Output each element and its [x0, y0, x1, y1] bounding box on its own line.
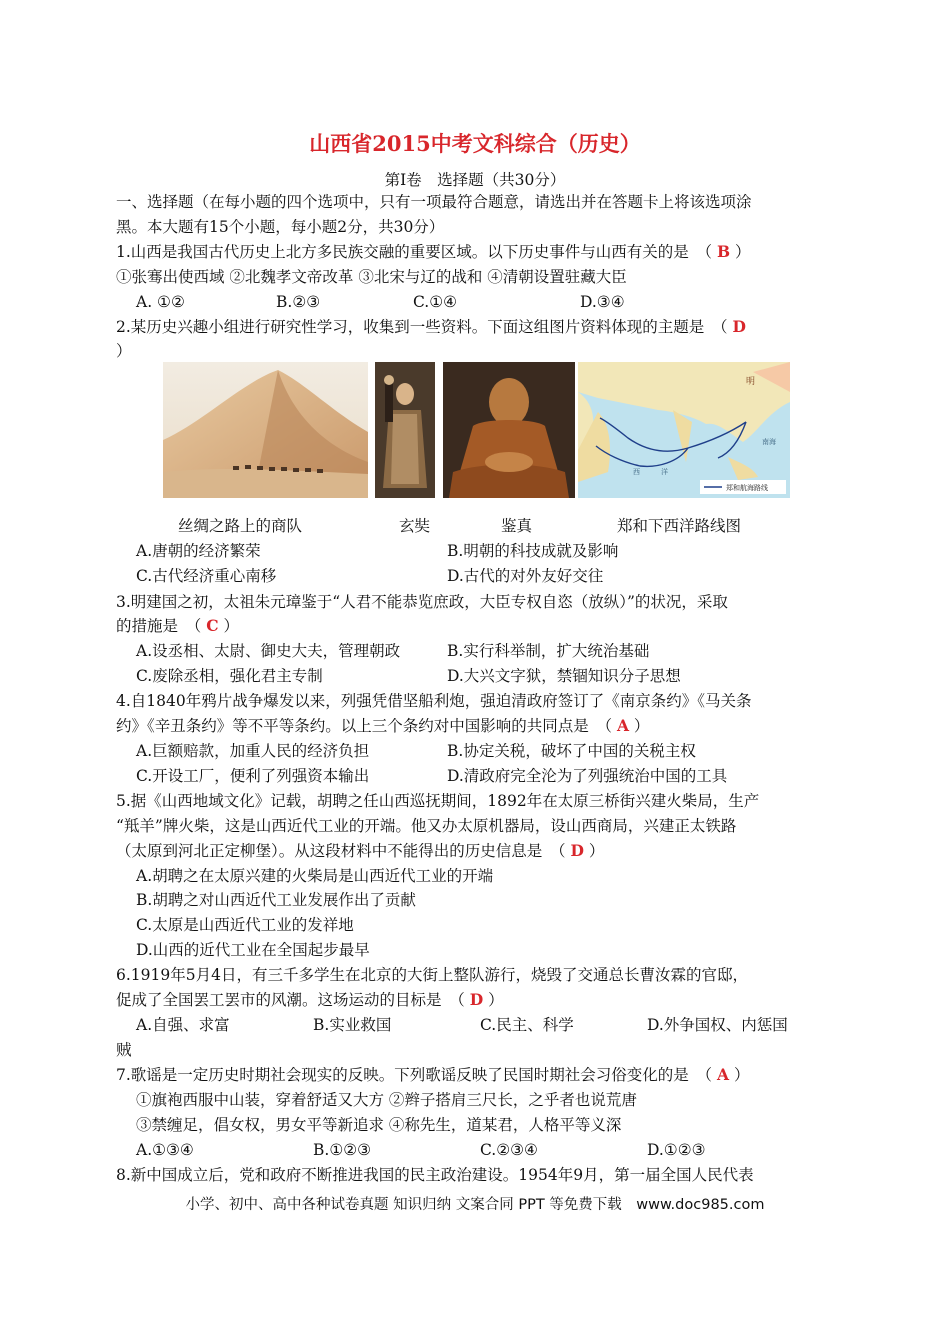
map-legend-label: 郑和航海路线	[726, 484, 768, 492]
question-8-line1: 8.新中国成立后，党和政府不断推进我国的民主政治建设。1954年9月，第一届全国人民代表	[116, 1166, 754, 1184]
question-7-text: 7.歌谣是一定历史时期社会现实的反映。下列歌谣反映了民国时期社会习俗变化的是 （	[116, 1066, 713, 1084]
question-2-option-d: D.古代的对外友好交往	[447, 567, 604, 585]
question-1-close: ）	[735, 243, 751, 261]
question-3-option-c: C.废除丞相，强化君主专制	[136, 667, 323, 685]
question-3-line1: 3.明建国之初，太祖朱元璋鉴于“人君不能恭览庶政，大臣专权自恣（放纵）”的状况，采取	[116, 593, 728, 611]
question-1-items: ①张骞出使西域 ②北魏孝文帝改革 ③北宋与辽的战和 ④清朝设置驻藏大臣	[116, 268, 627, 286]
question-5-line1: 5.据《山西地域文化》记载，胡聘之任山西巡抚期间，1892年在太原三桥街兴建火柴局，生产	[116, 792, 760, 810]
section-subtitle: 第Ⅰ卷 选择题（共30分）	[384, 171, 566, 189]
question-6-line1: 6.1919年5月4日，有三千多学生在北京的大街上整队游行，烧毁了交通总长曹汝霖的官邸，	[116, 966, 748, 984]
question-4-line2	[116, 716, 649, 736]
question-5-line3	[116, 841, 604, 861]
question-1-option-d: D.③④	[580, 293, 625, 311]
caption-jianzhen: 鉴真	[501, 517, 533, 535]
question-5-answer: D	[570, 841, 584, 860]
question-4-answer: A	[616, 716, 629, 735]
question-7-close: ）	[733, 1066, 750, 1084]
question-6-option-b: B.实业救国	[313, 1016, 392, 1034]
question-3-option-b: B.实行科举制，扩大统治基础	[447, 642, 650, 660]
section-instructions-line1: 一、选择题（在每小题的四个选项中，只有一项最符合题意，请选出并在答题卡上将该选项涂	[116, 193, 752, 211]
question-3-option-a: A.设丞相、太尉、御史大夫，管理朝政	[136, 642, 401, 660]
question-4-option-a: A.巨额赔款，加重人民的经济负担	[136, 742, 370, 760]
question-7-option-d: D.①②③	[647, 1141, 706, 1159]
question-2-option-c: C.古代经济重心南移	[136, 567, 277, 585]
question-2-text: 2.某历史兴趣小组进行研究性学习，收集到一些资料。下面这组图片资料体现的主题是 （	[116, 318, 728, 336]
question-7-option-c: C.②③④	[480, 1141, 538, 1159]
question-1-option-a: A. ①②	[136, 293, 185, 311]
question-3-close: ）	[223, 617, 239, 635]
question-2-stem	[116, 317, 746, 337]
question-1-option-b: B.②③	[276, 293, 321, 311]
question-2-option-a: A.唐朝的经济繁荣	[136, 542, 261, 560]
question-7-items-2: ③禁缠足，倡女权，男女平等新追求 ④称先生，道某君，人格平等义深	[136, 1116, 622, 1134]
question-5-option-c: C.太原是山西近代工业的发祥地	[136, 916, 354, 934]
question-2-option-b: B.明朝的科技成就及影响	[447, 542, 619, 560]
question-5-close: ）	[588, 842, 605, 860]
question-6-option-d-wrap: 贼	[116, 1041, 132, 1059]
question-6-option-a: A.自强、求富	[136, 1016, 230, 1034]
question-5-option-d: D.山西的近代工业在全国起步最早	[136, 941, 370, 959]
page-title: 山西省2015中考文科综合（历史）	[309, 131, 641, 156]
question-4-text: 约》《辛丑条约》等不平等条约。以上三个条约对中国影响的共同点是 （	[116, 717, 613, 735]
question-5-option-b: B.胡聘之对山西近代工业发展作出了贡献	[136, 891, 416, 909]
question-5-option-a: A.胡聘之在太原兴建的火柴局是山西近代工业的开端	[136, 867, 494, 885]
question-4-option-c: C.开设工厂，便利了列强资本输出	[136, 767, 370, 785]
question-2-close: ）	[116, 342, 132, 360]
page-footer: 小学、初中、高中各种试卷真题 知识归纳 文案合同 PPT 等免费下载 www.doc985.com	[185, 1197, 765, 1213]
question-6-close: ）	[488, 991, 504, 1009]
question-4-option-b: B.协定关税，破坏了中国的关税主权	[447, 742, 696, 760]
map-label-south-sea: 南海	[762, 438, 776, 446]
question-5-text: （太原到河北正定柳堡）。从这段材料中不能得出的历史信息是 （	[116, 842, 566, 860]
question-3-text: 的措施是 （	[116, 617, 202, 635]
caption-xuanzang: 玄奘	[399, 517, 431, 535]
xuanzang-image	[375, 362, 435, 498]
question-3-line2	[116, 616, 239, 636]
question-4-option-d: D.清政府完全沦为了列强统治中国的工具	[447, 767, 728, 785]
question-6-text: 促成了全国罢工罢市的风潮。这场运动的目标是 （	[116, 991, 465, 1009]
section-instructions-line2: 黑。本大题有15个小题，每小题2分，共30分）	[116, 218, 445, 236]
question-2-answer: D	[732, 317, 746, 336]
zheng-he-voyage-map	[578, 362, 790, 498]
caption-zheng-he-map: 郑和下西洋路线图	[617, 517, 742, 535]
question-1-stem	[116, 242, 751, 262]
question-7-items-1: ①旗袍西服中山装，穿着舒适又大方 ②辫子搭肩三尺长，之乎者也说荒唐	[136, 1091, 637, 1109]
question-7-stem	[116, 1065, 749, 1085]
question-1-text: 1.山西是我国古代历史上北方多民族交融的重要区域。以下历史事件与山西有关的是 （	[116, 243, 713, 261]
caption-silk-road: 丝绸之路上的商队	[178, 517, 303, 535]
silk-road-caravan-image	[163, 362, 368, 498]
question-6-option-d: D.外争国权、内惩国	[647, 1016, 788, 1034]
question-4-close: ）	[633, 717, 650, 735]
question-7-option-b: B.①②③	[313, 1141, 372, 1159]
question-7-option-a: A.①③④	[136, 1141, 194, 1159]
question-5-line2: “羝羊”牌火柴，这是山西近代工业的开端。他又办太原机器局，设山西商局，兴建正太铁路	[116, 817, 737, 835]
question-1-answer: B	[716, 242, 731, 261]
jianzhen-statue-image	[443, 362, 575, 498]
question-6-line2	[116, 990, 504, 1010]
map-label-ming: 明	[746, 377, 756, 387]
question-3-answer: C	[206, 616, 219, 635]
question-3-option-d: D.大兴文字狱，禁锢知识分子思想	[447, 667, 681, 685]
map-label-ocean: 西 洋	[633, 468, 668, 476]
question-7-answer: A	[716, 1065, 730, 1084]
question-4-line1: 4.自1840年鸦片战争爆发以来，列强凭借坚船利炮，强迫清政府签订了《南京条约》《马关条	[116, 692, 752, 710]
question-6-option-c: C.民主、科学	[480, 1016, 574, 1034]
question-1-option-c: C.①④	[413, 293, 458, 311]
question-6-answer: D	[469, 990, 484, 1009]
